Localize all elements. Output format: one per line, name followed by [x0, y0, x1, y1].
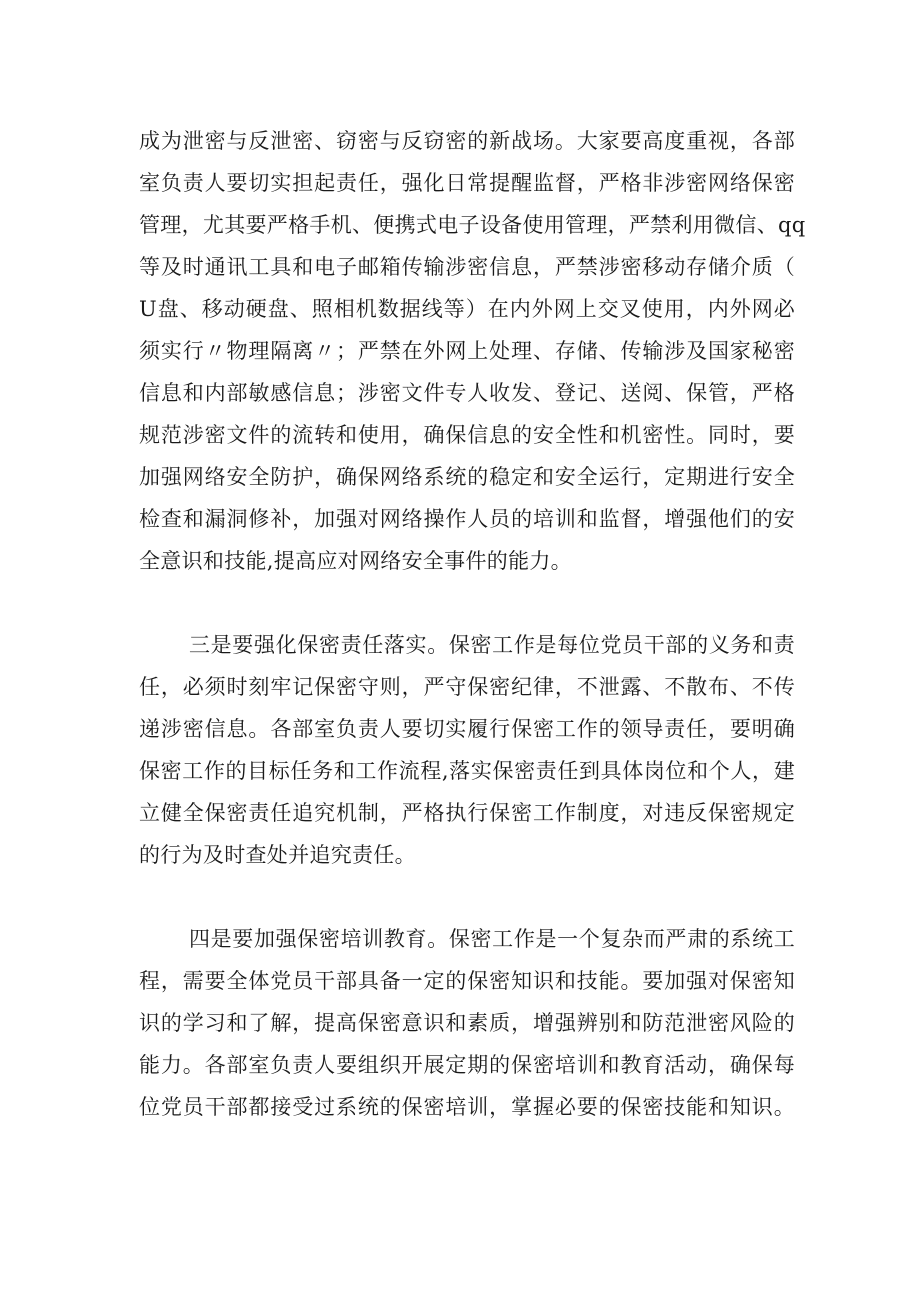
paragraph-line: 递涉密信息。各部室负责人要切实履行保密工作的领导责任，要明确	[139, 717, 795, 741]
paragraph-line: 程，需要全体党员干部具备一定的保密知识和技能。要加强对保密知	[139, 969, 795, 993]
paragraph-line: 立健全保密责任追究机制，严格执行保密工作制度，对违反保密规定	[139, 801, 795, 825]
paragraph-line: 检查和漏洞修补，加强对网络操作人员的培训和监督，增强他们的安	[139, 507, 795, 531]
paragraph-line: 三是要强化保密责任落实。保密工作是每位党员干部的义务和责	[189, 633, 795, 657]
paragraph-training	[139, 918, 795, 1128]
paragraph-line: 的行为及时查处并追究责任。	[139, 843, 416, 867]
paragraph-line: 保密工作的目标任务和工作流程,落实保密责任到具体岗位和个人，建	[139, 759, 795, 783]
paragraph-line: 四是要加强保密培训教育。保密工作是一个复杂而严肃的系统工	[189, 927, 795, 951]
paragraph-line: 须实行〃物理隔离〃；严禁在外网上处理、存储、传输涉及国家秘密	[139, 339, 795, 363]
paragraph-line: 规范涉密文件的流转和使用，确保信息的安全性和机密性。同时，要	[139, 423, 795, 447]
paragraph-line: 成为泄密与反泄密、窃密与反窃密的新战场。大家要高度重视，各部	[139, 129, 795, 153]
paragraph-line: 信息和内部敏感信息；涉密文件专人收发、登记、送阅、保管，严格	[139, 381, 795, 405]
paragraph-line: 加强网络安全防护，确保网络系统的稳定和安全运行，定期进行安全	[139, 465, 795, 489]
paragraph-line: 管理，尤其要严格手机、便携式电子设备使用管理，严禁利用微信、qq	[139, 213, 806, 237]
paragraph-line: 室负责人要切实担起责任，强化日常提醒监督，严格非涉密网络保密	[139, 171, 795, 195]
paragraph-line: 能力。各部室负责人要组织开展定期的保密培训和教育活动，确保每	[139, 1053, 795, 1077]
paragraph-responsibility	[139, 624, 795, 876]
paragraph-line: 等及时通讯工具和电子邮箱传输涉密信息，严禁涉密移动存储介质（	[139, 255, 795, 279]
paragraph-line: U盘、移动硬盘、照相机数据线等）在内外网上交叉使用，内外网必	[139, 297, 795, 321]
paragraph-line: 识的学习和了解，提高保密意识和素质，增强辨别和防范泄密风险的	[139, 1011, 795, 1035]
paragraph-line: 位党员干部都接受过系统的保密培训，掌握必要的保密技能和知识。	[139, 1095, 795, 1119]
paragraph-line: 任，必须时刻牢记保密守则，严守保密纪律，不泄露、不散布、不传	[139, 675, 795, 699]
paragraph-confidentiality-network	[139, 120, 806, 582]
paragraph-line: 全意识和技能,提高应对网络安全事件的能力。	[139, 549, 572, 573]
